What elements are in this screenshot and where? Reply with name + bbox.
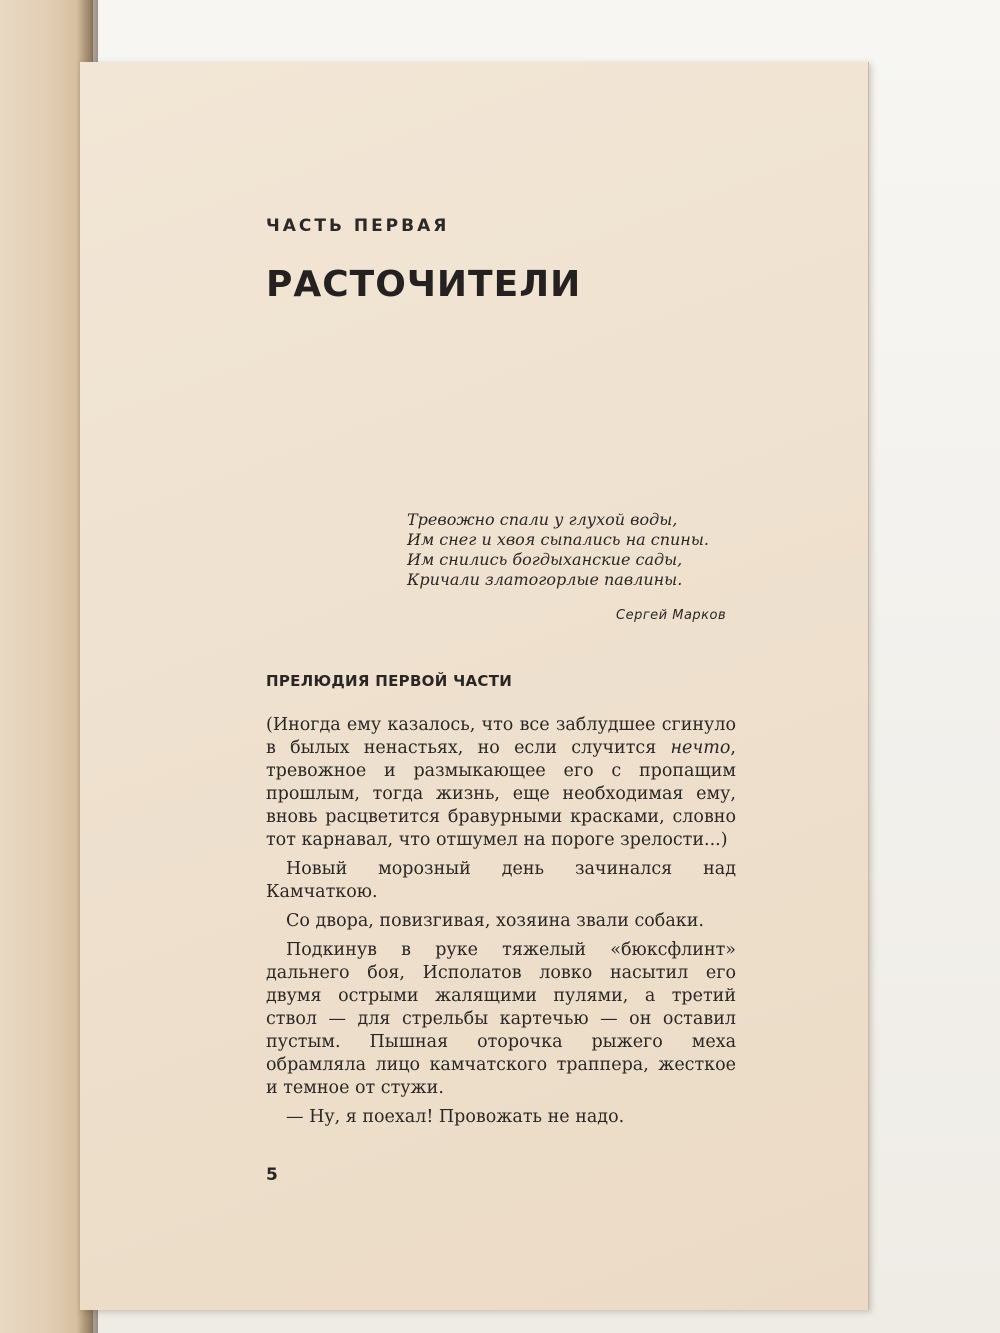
section-heading: ПРЕЛЮДИЯ ПЕРВОЙ ЧАСТИ bbox=[266, 672, 513, 690]
page-number: 5 bbox=[266, 1165, 278, 1185]
paragraph-text: , тревожное и размыкающее его с пропащим прошлым, тогда жизнь, еще необходимая ему, вновь расцветится бравурными красками, словно тот карнавал, что отшумел на пороге зрелости...) bbox=[266, 738, 736, 850]
epigraph bbox=[407, 510, 747, 590]
epigraph-line: Им снились богдыханские сады, bbox=[407, 550, 683, 569]
part-label: ЧАСТЬ ПЕРВАЯ bbox=[266, 216, 450, 236]
epigraph-author: Сергей Марков bbox=[616, 608, 727, 623]
paragraph: — Ну, я поехал! Провожать не надо. bbox=[286, 1107, 625, 1127]
part-title: РАСТОЧИТЕЛИ bbox=[266, 264, 582, 305]
paragraph: Подкинув в руке тяжелый «бюксфлинт» дальнего боя, Исполатов ловко насытил его двумя острыми жалящими пулями, а третий ствол — для стрельбы картечью — он оставил пустым. Пышная оторочка рыжего меха обрамляла лицо камчатского траппера, жесткое и темное от стужи. bbox=[266, 940, 736, 1098]
paragraph: Новый морозный день зачинался над Камчаткою. bbox=[266, 859, 736, 902]
epigraph-line: Кричали златогорлые павлины. bbox=[407, 570, 683, 589]
body-text bbox=[266, 714, 736, 1129]
book-page bbox=[80, 62, 869, 1310]
paragraph-text: (Иногда ему казалось, что все заблудшее сгинуло в былых ненастьях, но если случится bbox=[266, 715, 736, 758]
epigraph-line: Тревожно спали у глухой воды, bbox=[407, 510, 678, 529]
paragraph: Со двора, повизгивая, хозяина звали собаки. bbox=[286, 911, 704, 931]
paragraph-emphasis: нечто bbox=[670, 738, 731, 758]
paragraph bbox=[266, 714, 736, 852]
epigraph-line: Им снег и хвоя сыпались на спины. bbox=[407, 530, 709, 549]
